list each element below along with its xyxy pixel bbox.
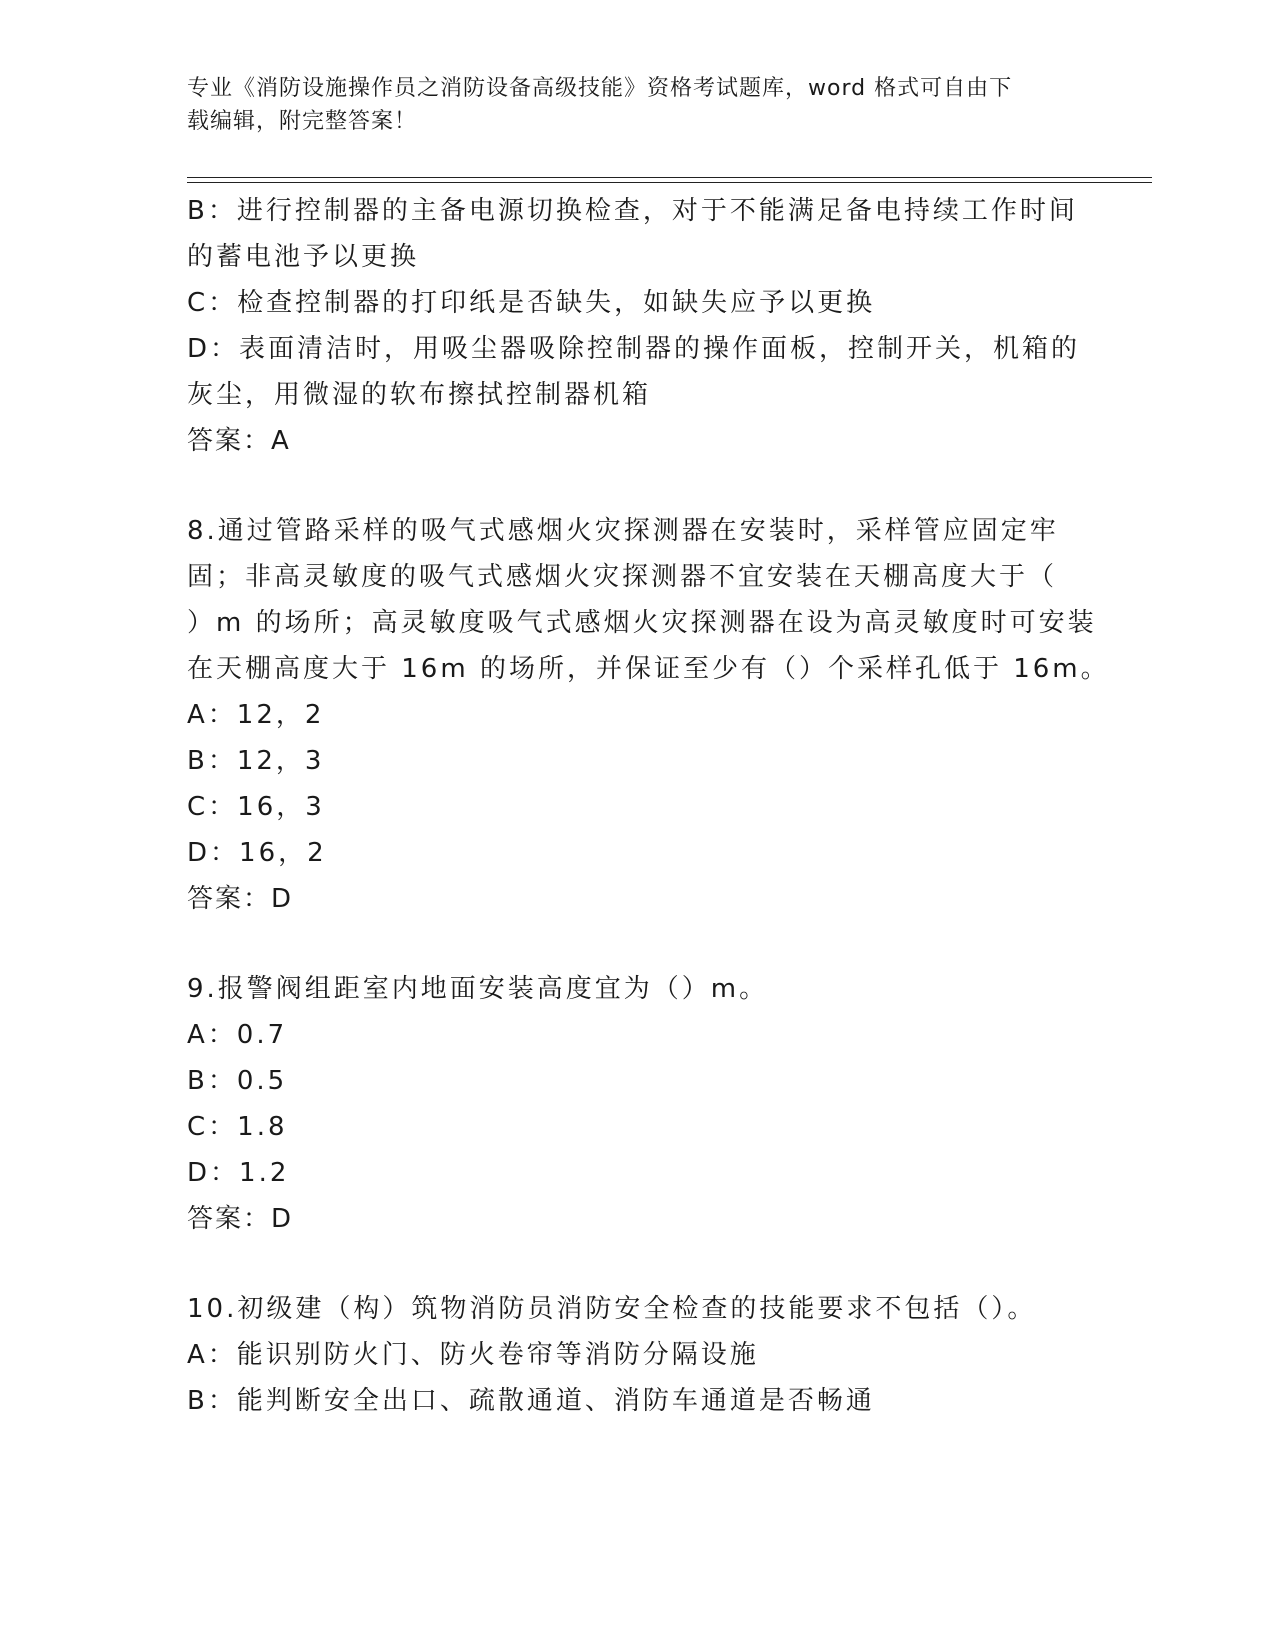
q7-option-d-line-1: D：表面清洁时，用吸尘器吸除控制器的操作面板，控制开关，机箱的	[187, 334, 1081, 364]
header-rule-bottom	[187, 182, 1152, 183]
q8-option-d: D：16，2	[187, 838, 327, 868]
q7-option-b-line-2: 的蓄电池予以更换	[187, 242, 420, 272]
q8-option-c: C：16，3	[187, 792, 325, 822]
q7-option-c: C：检查控制器的打印纸是否缺失，如缺失应予以更换	[187, 288, 876, 318]
q9-stem: 9.报警阀组距室内地面安装高度宜为（）m。	[187, 974, 769, 1004]
question-7-tail	[187, 188, 1087, 464]
document-body	[187, 188, 1110, 1424]
q9-option-d: D：1.2	[187, 1158, 290, 1188]
q9-option-a: A：0.7	[187, 1020, 288, 1050]
q8-option-b: B：12，3	[187, 746, 325, 776]
spacer	[187, 1242, 1087, 1286]
question-8	[187, 508, 1110, 922]
q7-option-b-line-1: B：进行控制器的主备电源切换检查，对于不能满足备电持续工作时间	[187, 196, 1078, 226]
q10-stem: 10.初级建（构）筑物消防员消防安全检查的技能要求不包括（）。	[187, 1294, 1037, 1324]
q9-answer: 答案：D	[187, 1204, 294, 1234]
question-9	[187, 966, 1087, 1242]
q10-option-b: B：能判断安全出口、疏散通道、消防车通道是否畅通	[187, 1386, 875, 1416]
spacer	[187, 922, 1087, 966]
q9-option-c: C：1.8	[187, 1112, 288, 1142]
q7-option-d-line-2: 灰尘，用微湿的软布擦拭控制器机箱	[187, 380, 652, 410]
document-header	[187, 72, 1067, 138]
q8-answer: 答案：D	[187, 884, 294, 914]
q8-stem-line-1: 8.通过管路采样的吸气式感烟火灾探测器在安装时，采样管应固定牢	[187, 516, 1059, 546]
header-rule-top	[187, 177, 1152, 178]
q8-option-a: A：12，2	[187, 700, 325, 730]
q8-stem-line-3: ）m 的场所；高灵敏度吸气式感烟火灾探测器在设为高灵敏度时可安装	[187, 608, 1097, 638]
q8-stem-line-4: 在天棚高度大于 16m 的场所，并保证至少有（）个采样孔低于 16m。	[187, 654, 1110, 684]
q9-option-b: B：0.5	[187, 1066, 288, 1096]
q10-option-a: A：能识别防火门、防火卷帘等消防分隔设施	[187, 1340, 759, 1370]
q8-stem-line-2: 固；非高灵敏度的吸气式感烟火灾探测器不宜安装在天棚高度大于（	[187, 562, 1058, 592]
question-10	[187, 1286, 1087, 1424]
spacer	[187, 464, 1087, 508]
header-line-2: 载编辑，附完整答案！	[187, 109, 418, 134]
q7-answer: 答案：A	[187, 426, 291, 456]
header-line-1: 专业《消防设施操作员之消防设备高级技能》资格考试题库，word 格式可自由下	[187, 76, 1013, 101]
